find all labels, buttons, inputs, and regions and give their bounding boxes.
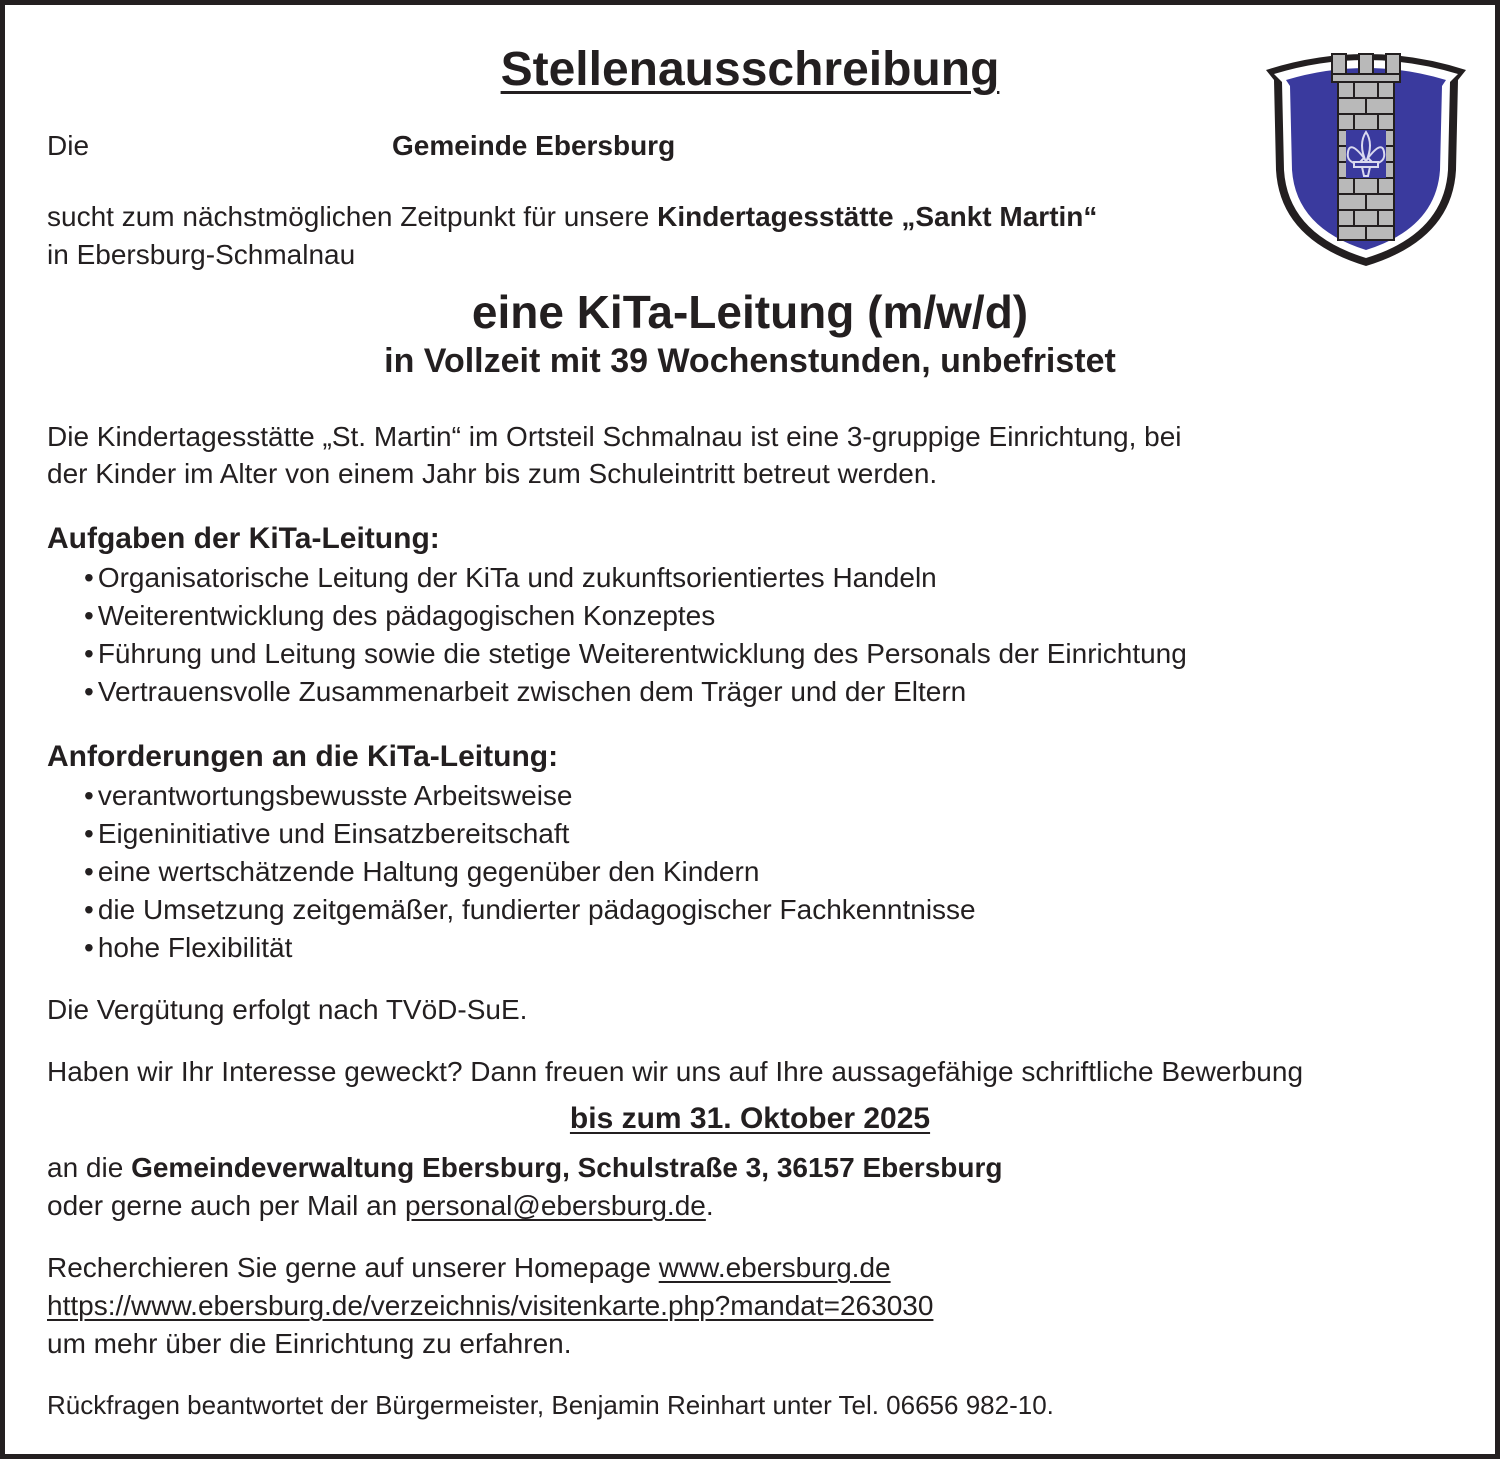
application-address [47,1152,1002,1184]
employer-name: Gemeinde Ebersburg [392,130,676,161]
list-item: • Eigeninitiative und Einsatzbereitschaft [84,818,570,849]
description-line-1: Die Kindertagesstätte „St. Martin“ im Ortsteil Schmalnau ist eine 3-gruppige Einrichtung, bei [47,421,1182,452]
list-item: • hohe Flexibilität [84,932,293,963]
list-item: • Führung und Leitung sowie die stetige Weiterentwicklung des Personals der Einrichtung [84,638,1187,669]
mail-prefix: oder gerne auch per Mail an [47,1190,405,1221]
pay-info: Die Vergütung erfolgt nach TVöD-SuE. [47,994,528,1025]
contact-info: Rückfragen beantwortet der Bürgermeister, Benjamin Reinhart unter Tel. 06656 982-10. [47,1390,1054,1420]
list-item-text: hohe Flexibilität [97,932,293,963]
tasks-heading: Aufgaben der KiTa-Leitung: [47,522,440,555]
intro-line-1-text: sucht zum nächstmöglichen Zeitpunkt für unsere [47,201,658,232]
list-item: • verantwortungsbewusste Arbeitsweise [84,780,573,811]
list-item-text: Organisatorische Leitung der KiTa und zukunftsorientiertes Handeln [97,562,937,593]
intro-line-2: in Ebersburg-Schmalnau [47,239,356,270]
requirements-heading: Anforderungen an die KiTa-Leitung: [47,740,559,773]
application-deadline: bis zum 31. Oktober 2025 [569,1102,931,1135]
position-title: eine KiTa-Leitung (m/w/d) [471,286,1029,338]
application-mail-line [47,1190,714,1222]
list-item: • Vertrauensvolle Zusammenarbeit zwischen dem Träger und der Eltern [84,676,967,707]
research-line-3: um mehr über die Einrichtung zu erfahren. [47,1328,572,1359]
directory-link[interactable]: https://www.ebersburg.de/verzeichnis/visitenkarte.php?mandat=263030 [47,1290,934,1321]
list-item: • die Umsetzung zeitgemäßer, fundierter pädagogischer Fachkenntnisse [84,894,976,925]
page-title: Stellenausschreibung [500,43,1000,96]
email-link[interactable]: personal@ebersburg.de [405,1190,706,1221]
application-interest: Haben wir Ihr Interesse geweckt? Dann freuen wir uns auf Ihre aussagefähige schriftliche Bewerbung [47,1056,1304,1087]
address-bold: Gemeindeverwaltung Ebersburg, Schulstraße 3, 36157 Ebersburg [131,1152,1003,1183]
description-line-2: der Kinder im Alter von einem Jahr bis zum Schuleintritt betreut werden. [47,458,938,489]
homepage-link[interactable]: www.ebersburg.de [658,1252,891,1283]
intro-line-1 [47,201,1097,233]
list-item-text: Führung und Leitung sowie die stetige Weiterentwicklung des Personals der Einrichtung [97,638,1187,669]
list-item-text: Eigeninitiative und Einsatzbereitschaft [97,818,570,849]
research-line-1 [47,1252,891,1284]
research-line-2 [47,1290,933,1322]
list-item: • Organisatorische Leitung der KiTa und zukunftsorientiertes Handeln [84,562,937,593]
address-prefix: an die [47,1152,132,1183]
list-item: • Weiterentwicklung des pädagogischen Konzeptes [84,600,716,631]
list-item-text: Weiterentwicklung des pädagogischen Konzeptes [97,600,716,631]
coat-of-arms-icon [1262,40,1470,268]
kita-name: Kindertagesstätte „Sankt Martin“ [657,201,1098,232]
list-item: • eine wertschätzende Haltung gegenüber den Kindern [84,856,760,887]
list-item-text: eine wertschätzende Haltung gegenüber den Kindern [97,856,760,887]
mail-suffix: . [705,1190,714,1221]
list-item-text: verantwortungsbewusste Arbeitsweise [97,780,573,811]
list-item-text: die Umsetzung zeitgemäßer, fundierter pädagogischer Fachkenntnisse [97,894,976,925]
list-item-text: Vertrauensvolle Zusammenarbeit zwischen dem Träger und der Eltern [97,676,967,707]
research-prefix: Recherchieren Sie gerne auf unserer Homepage [47,1252,659,1283]
intro-word: Die [47,130,90,161]
position-subtitle: in Vollzeit mit 39 Wochenstunden, unbefristet [384,342,1116,380]
